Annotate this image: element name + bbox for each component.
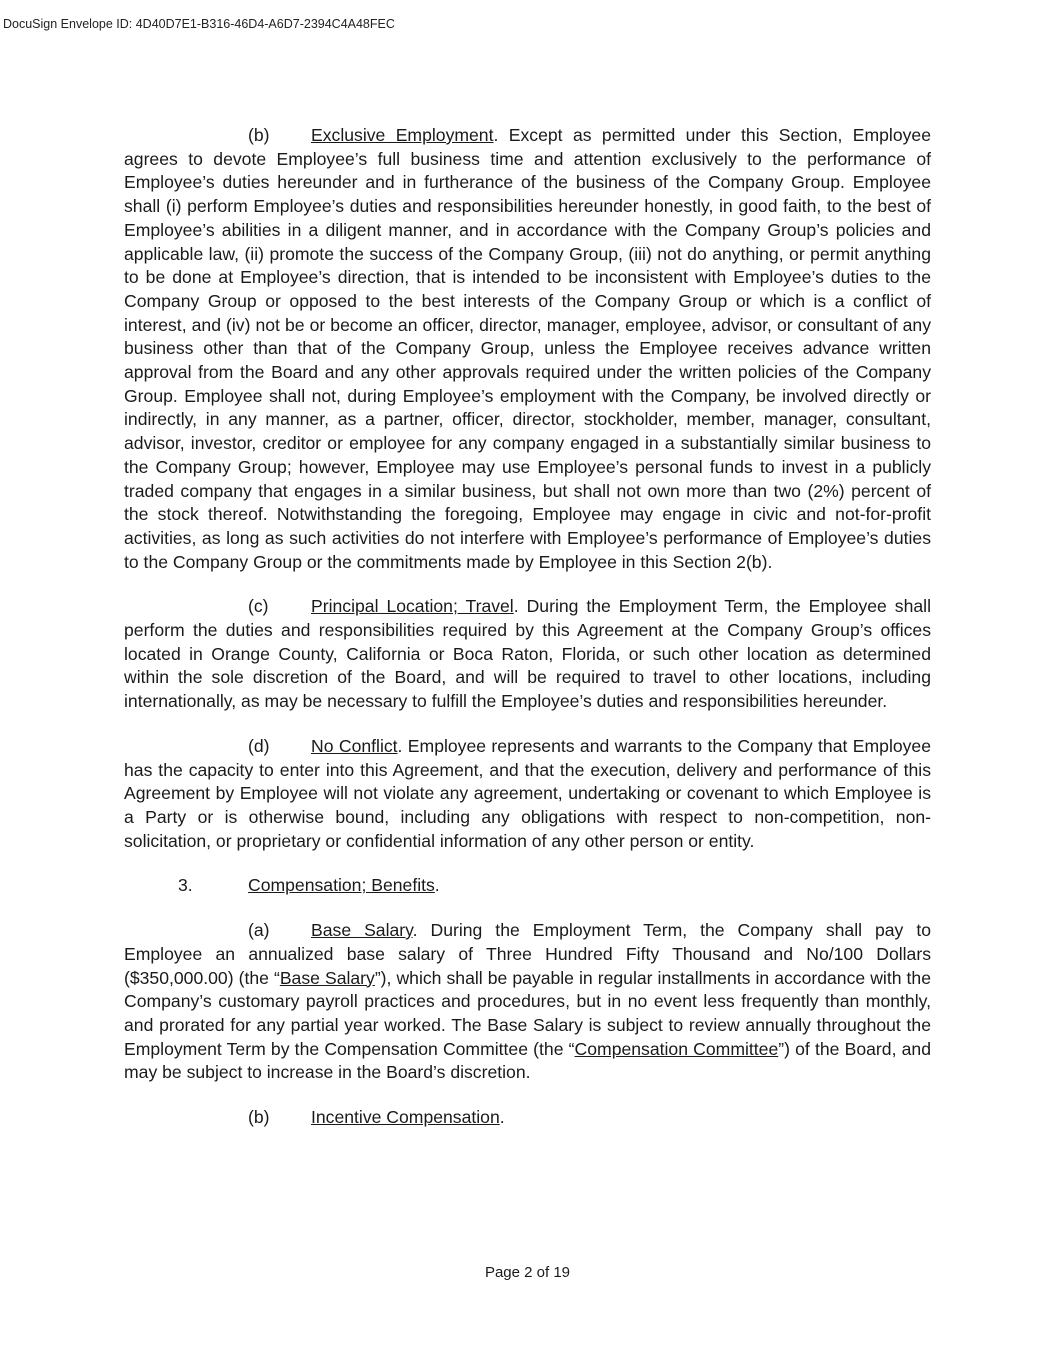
document-body <box>124 124 931 1151</box>
section-text: ”), which shall be payable in regular installments in accordance with the Company’s customary payroll practices and procedures, but in no event less frequently than monthly, and prorated for any partial year worked. The Base Salary is subject to review annually throughout the Employment Term by the Compensation Committee (the “ <box>124 967 931 1059</box>
section-title: Principal Location; Travel <box>311 596 514 617</box>
section-title-period: . <box>499 1107 505 1128</box>
section-title-period: . <box>434 875 440 896</box>
section-3a-base-salary <box>124 919 931 1085</box>
section-text: . During the Employment Term, the Employee shall perform the duties and responsibilities required by this Agreement at the Company Group’s offices located in Orange County, California or Boca Raton, Florida, or such other location as determined within the sole discretion of the Board, and will be required to travel to other locations, including internationally, as may be necessary to fulfill the Employee’s duties and responsibilities hereunder. <box>124 596 931 712</box>
section-2c-principal-location <box>124 595 931 714</box>
section-3b-incentive-compensation <box>124 1106 931 1130</box>
section-label: (c) <box>248 596 269 617</box>
section-text: ”) of the Board, and may be subject to increase in the Board’s discretion. <box>124 1038 931 1083</box>
section-text: . Except as permitted under this Section, Employee agrees to devote Employee’s full business time and attention exclusively to the performance of Employee’s duties hereunder and in furtherance of the business of the Company Group. Employee shall (i) perform Employee’s duties and responsibilities hereunder honestly, in good faith, to the best of Employee’s abilities in a diligent manner, and in accordance with the Company Group’s policies and applicable law, (ii) promote the success of the Company Group, (iii) not do anything, or permit anything to be done at Employee’s direction, that is intended to be inconsistent with Employee’s duties to the Company Group or opposed to the best interests of the Company Group or which is a conflict of interest, and (iv) not be or become an officer, director, manager, employee, advisor, or consultant of any business other than that of the Company Group, unless the Employee receives advance written approval from the Board and any other approvals required under the written policies of the Company Group. Employee shall not, during Employee’s employment with the Company, be involved directly or indirectly, in any manner, as a partner, officer, director, stockholder, member, manager, consultant, advisor, investor, creditor or employee for any company engaged in a substantially similar business to the Company Group; however, Employee may use Employee’s personal funds to invest in a publicly traded company that engages in a similar business, but shall not own more than two (2%) percent of the stock thereof. Notwithstanding the foregoing, Employee may engage in civic and not-for-profit activities, as long as such activities do not interfere with Employee’s performance of Employee’s duties to the Company Group or the commitments made by Employee in this Section 2(b). <box>124 125 931 572</box>
defined-term-base-salary: Base Salary <box>279 967 375 988</box>
defined-term-compensation-committee: Compensation Committee <box>574 1038 779 1059</box>
section-label: (d) <box>248 735 270 756</box>
section-number: 3. <box>178 875 193 896</box>
section-title: Base Salary <box>311 920 413 941</box>
section-label: (a) <box>248 920 270 941</box>
section-label: (b) <box>248 1107 270 1128</box>
section-label: (b) <box>248 125 270 145</box>
section-title: No Conflict <box>311 735 398 756</box>
section-3-heading <box>124 874 931 898</box>
section-text: . Employee represents and warrants to the Company that Employee has the capacity to enter into this Agreement, and that the execution, delivery and performance of this Agreement by Employee will not violate any agreement, undertaking or covenant to which Employee is a Party or is otherwise bound, including any obligations with respect to non-competition, non-solicitation, or proprietary or confidential information of any other person or entity. <box>124 735 932 851</box>
section-2b-exclusive-employment <box>124 124 931 574</box>
envelope-id: DocuSign Envelope ID: 4D40D7E1-B316-46D4-A6D7-2394C4A48FEC <box>3 17 395 31</box>
section-2d-no-conflict <box>124 735 931 854</box>
section-title: Incentive Compensation <box>311 1107 500 1128</box>
section-text: . During the Employment Term, the Company shall pay to Employee an annualized base salary of Three Hundred Fifty Thousand and No/100 Dollars ($350,000.00) (the “ <box>124 920 931 988</box>
page-number: Page 2 of 19 <box>484 1264 571 1281</box>
section-title: Compensation; Benefits <box>248 875 435 896</box>
section-title: Exclusive Employment <box>311 125 494 145</box>
